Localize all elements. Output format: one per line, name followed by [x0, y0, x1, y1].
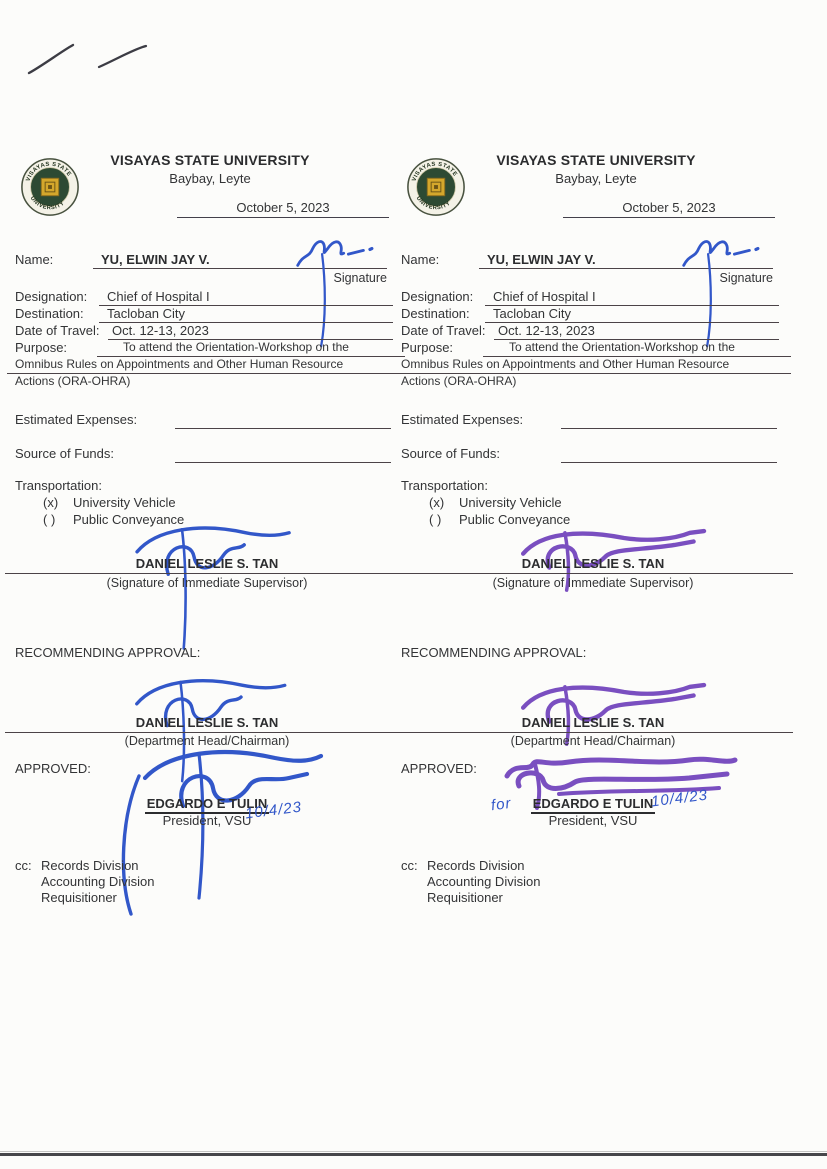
president-caption-row — [399, 813, 787, 830]
designation-row — [399, 289, 787, 306]
president-caption: President, VSU — [162, 813, 252, 828]
expenses-row — [13, 412, 401, 429]
president-name: EDGARDO E TULIN — [145, 796, 270, 814]
svg-text:VISAYAS STATE: VISAYAS STATE — [411, 161, 459, 183]
purpose-row-3 — [399, 374, 787, 391]
funds-row — [399, 446, 787, 463]
approved-label: APPROVED: — [15, 761, 91, 776]
funds-label: Source of Funds: — [401, 446, 500, 461]
cc-item: Records Division — [41, 858, 139, 873]
university-location: Baybay, Leyte — [169, 171, 251, 186]
approved-row — [13, 761, 401, 778]
destination-row — [13, 306, 401, 323]
purpose-row-2 — [13, 357, 401, 374]
scan-edge-line — [0, 1153, 827, 1156]
recommending-name: DANIEL LESLIE S. TAN — [135, 715, 279, 730]
svg-text:UNIVERSITY: UNIVERSITY — [28, 195, 66, 212]
conveyance-option-label: Public Conveyance — [459, 512, 571, 527]
travel-date-label: Date of Travel: — [15, 323, 100, 338]
cc-row — [399, 874, 787, 891]
designation-value: Chief of Hospital I — [493, 289, 596, 304]
conveyance-option-row — [13, 512, 401, 529]
vehicle-option-label: University Vehicle — [459, 495, 562, 510]
designation-value: Chief of Hospital I — [107, 289, 210, 304]
purpose-label: Purpose: — [401, 340, 454, 355]
document-date: October 5, 2023 — [177, 200, 389, 218]
cc-label: cc: — [15, 858, 32, 873]
travel-date-label: Date of Travel: — [401, 323, 486, 338]
destination-value: Tacloban City — [493, 306, 572, 321]
president-name-row — [13, 796, 401, 813]
vehicle-option-row — [13, 495, 401, 512]
vehicle-option-label: University Vehicle — [73, 495, 176, 510]
handwritten-for-note: for — [490, 794, 513, 815]
designation-label: Designation: — [401, 289, 474, 304]
approved-label: APPROVED: — [401, 761, 477, 776]
cc-row — [399, 890, 787, 907]
president-caption-row — [13, 813, 401, 830]
recommending-signature-line — [5, 716, 407, 733]
name-value: YU, ELWIN JAY V. — [487, 252, 596, 267]
vsu-seal-logo — [405, 156, 467, 218]
purpose-row — [13, 340, 401, 357]
name-label: Name: — [15, 252, 54, 267]
cc-label: cc: — [401, 858, 418, 873]
expenses-label: Estimated Expenses: — [15, 412, 138, 427]
vsu-seal-logo — [19, 156, 81, 218]
recommending-caption: (Department Head/Chairman) — [510, 734, 676, 748]
supervisor-name: DANIEL LESLIE S. TAN — [135, 556, 279, 571]
supervisor-signature-line — [5, 557, 407, 574]
recommending-name: DANIEL LESLIE S. TAN — [521, 715, 665, 730]
handwritten-date: 10/4/23 — [650, 786, 709, 811]
purpose-line3: Actions (ORA-OHRA) — [15, 374, 131, 388]
recommending-row — [13, 645, 401, 662]
svg-text:UNIVERSITY: UNIVERSITY — [414, 195, 452, 212]
name-row — [399, 252, 787, 269]
destination-label: Destination: — [15, 306, 84, 321]
vehicle-checkbox-mark: (x) — [429, 495, 445, 510]
recommending-caption-row — [399, 734, 787, 751]
supervisor-caption-row — [13, 576, 401, 593]
cc-item: Accounting Division — [427, 874, 541, 889]
recommending-label: RECOMMENDING APPROVAL: — [401, 645, 587, 660]
cc-item: Requisitioner — [427, 890, 503, 905]
signature-label: Signature — [719, 271, 773, 285]
travel-order-copy-2 — [399, 150, 787, 950]
cc-row — [13, 874, 401, 891]
expenses-row — [399, 412, 787, 429]
transportation-label: Transportation: — [401, 478, 488, 493]
president-name: EDGARDO E TULIN — [531, 796, 656, 814]
purpose-value: To attend the Orientation-Workshop on the — [123, 340, 349, 354]
signature-label: Signature — [333, 271, 387, 285]
travel-date-row — [399, 323, 787, 340]
purpose-value: To attend the Orientation-Workshop on the — [509, 340, 735, 354]
recommending-label: RECOMMENDING APPROVAL: — [15, 645, 201, 660]
conveyance-option-row — [399, 512, 787, 529]
name-label: Name: — [401, 252, 440, 267]
supervisor-caption-row — [399, 576, 787, 593]
conveyance-checkbox-mark: ( ) — [43, 512, 56, 527]
purpose-row-3 — [13, 374, 401, 391]
destination-label: Destination: — [401, 306, 470, 321]
conveyance-checkbox-mark: ( ) — [429, 512, 442, 527]
name-row — [13, 252, 401, 269]
cc-row — [399, 858, 787, 875]
purpose-row — [399, 340, 787, 357]
supervisor-name: DANIEL LESLIE S. TAN — [521, 556, 665, 571]
recommending-caption-row — [13, 734, 401, 751]
purpose-label: Purpose: — [15, 340, 68, 355]
transportation-row — [13, 478, 401, 495]
recommending-row — [399, 645, 787, 662]
president-caption: President, VSU — [548, 813, 638, 828]
university-name: VISAYAS STATE UNIVERSITY — [110, 152, 310, 168]
recommending-caption: (Department Head/Chairman) — [124, 734, 290, 748]
designation-row — [13, 289, 401, 306]
vehicle-option-row — [399, 495, 787, 512]
purpose-line3: Actions (ORA-OHRA) — [401, 374, 517, 388]
purpose-row-2 — [399, 357, 787, 374]
supervisor-signature-line — [391, 557, 793, 574]
transportation-row — [399, 478, 787, 495]
cc-item: Records Division — [427, 858, 525, 873]
cc-row — [13, 858, 401, 875]
university-name: VISAYAS STATE UNIVERSITY — [496, 152, 696, 168]
transportation-label: Transportation: — [15, 478, 102, 493]
expenses-label: Estimated Expenses: — [401, 412, 524, 427]
document-date: October 5, 2023 — [563, 200, 775, 218]
travel-order-copy-1 — [13, 150, 401, 950]
conveyance-option-label: Public Conveyance — [73, 512, 185, 527]
cc-row — [13, 890, 401, 907]
cc-item: Requisitioner — [41, 890, 117, 905]
destination-row — [399, 306, 787, 323]
vehicle-checkbox-mark: (x) — [43, 495, 59, 510]
pen-scratch-marks — [22, 38, 162, 80]
svg-text:VISAYAS STATE: VISAYAS STATE — [25, 161, 73, 183]
travel-date-row — [13, 323, 401, 340]
destination-value: Tacloban City — [107, 306, 186, 321]
university-location: Baybay, Leyte — [555, 171, 637, 186]
scan-edge-highlight — [0, 1151, 827, 1152]
travel-date-value: Oct. 12-13, 2023 — [498, 323, 595, 338]
approved-row — [399, 761, 787, 778]
president-name-row — [399, 796, 787, 813]
travel-date-value: Oct. 12-13, 2023 — [112, 323, 209, 338]
funds-label: Source of Funds: — [15, 446, 114, 461]
name-value: YU, ELWIN JAY V. — [101, 252, 210, 267]
recommending-signature-line — [391, 716, 793, 733]
purpose-line2: Omnibus Rules on Appointments and Other Human Resource — [15, 357, 344, 371]
funds-row — [13, 446, 401, 463]
designation-label: Designation: — [15, 289, 88, 304]
supervisor-caption: (Signature of Immediate Supervisor) — [106, 576, 308, 590]
supervisor-caption: (Signature of Immediate Supervisor) — [492, 576, 694, 590]
cc-item: Accounting Division — [41, 874, 155, 889]
purpose-line2: Omnibus Rules on Appointments and Other Human Resource — [401, 357, 730, 371]
handwritten-date: 10/4/23 — [244, 798, 303, 823]
